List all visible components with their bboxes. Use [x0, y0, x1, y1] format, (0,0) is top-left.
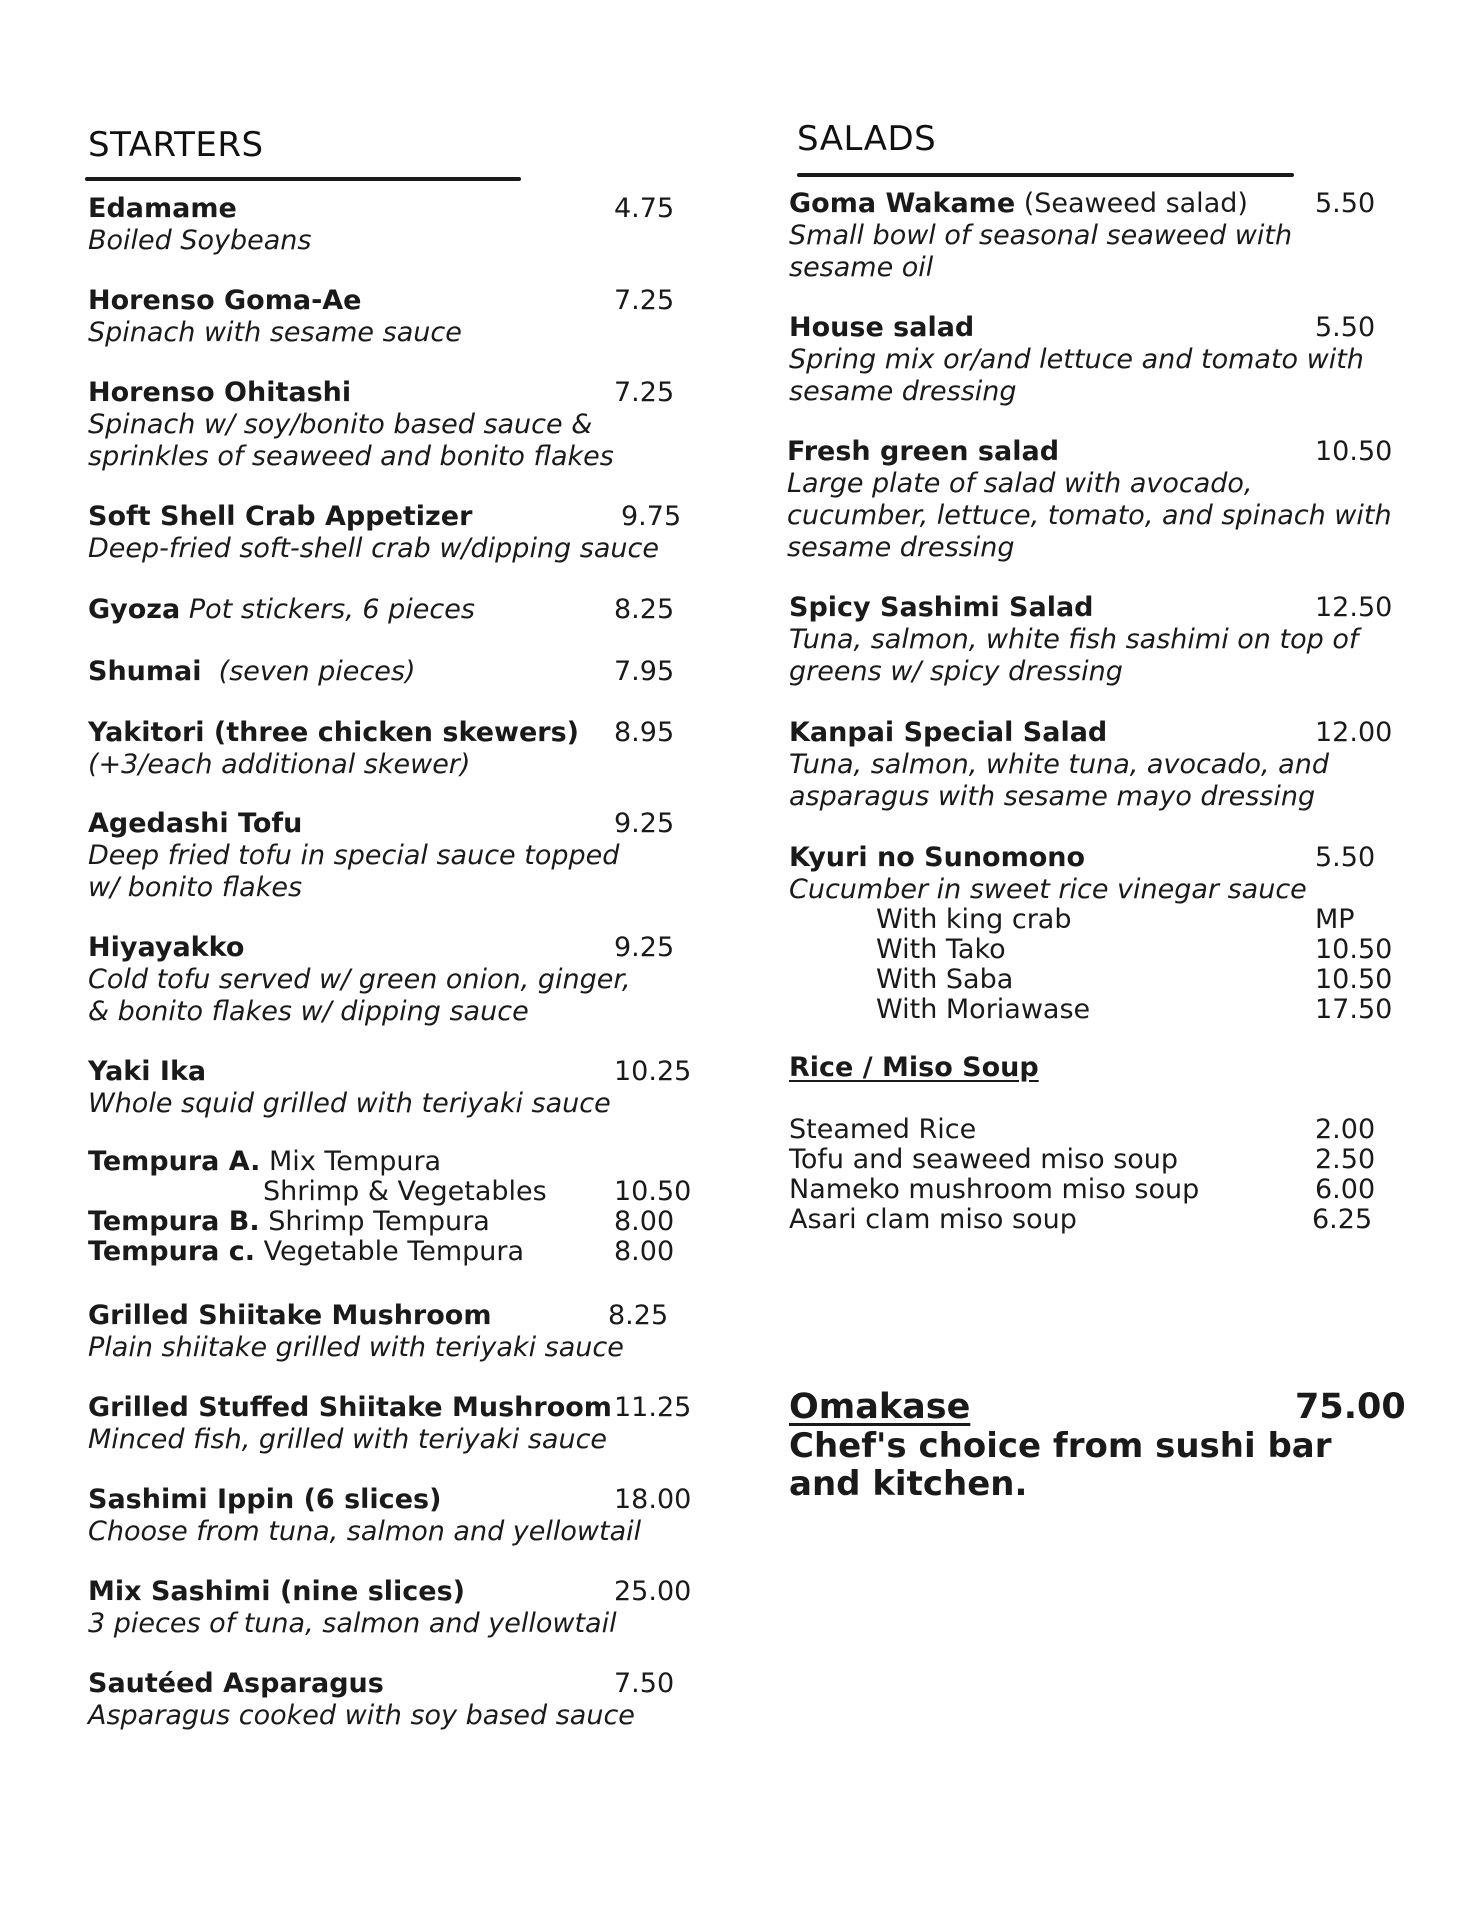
- option-label: With king crab: [876, 904, 1072, 935]
- menu-item-soft-shell-crab: [88, 501, 728, 565]
- item-price: 12.50: [1315, 592, 1393, 623]
- item-description: Choose from tuna, salmon and yellowtail: [88, 1516, 642, 1547]
- list-item: [789, 1204, 1373, 1235]
- item-note: Shrimp Tempura: [268, 1206, 490, 1237]
- item-description: Plain shiitake grilled with teriyaki sauce: [88, 1332, 624, 1363]
- menu-item-yaki-ika: [88, 1056, 692, 1120]
- menu-item-gyoza: [88, 594, 688, 626]
- option-price: 10.50: [1315, 934, 1393, 965]
- item-price: 11.25: [614, 1392, 692, 1423]
- item-description: (+3/each additional skewer): [88, 749, 471, 780]
- item-price: 8.00: [614, 1206, 675, 1237]
- item-price: 12.00: [1315, 717, 1393, 748]
- item-description: greens w/ spicy dressing: [789, 656, 1123, 687]
- item-price: 9.75: [621, 501, 682, 532]
- item-note: (Seaweed salad): [1023, 188, 1248, 219]
- menu-item-grilled-stuffed-shiitake: [88, 1392, 692, 1456]
- list-item: [789, 1144, 1376, 1175]
- item-description: Deep fried tofu in special sauce topped: [88, 840, 620, 871]
- sunomono-options: [876, 905, 1396, 1025]
- item-price: 6.00: [1315, 1174, 1376, 1205]
- list-item: [789, 1174, 1376, 1205]
- item-price: 5.50: [1315, 188, 1376, 219]
- item-name: Tempura A.: [88, 1146, 261, 1177]
- item-description: & bonito flakes w/ dipping sauce: [88, 996, 529, 1027]
- starters-title: STARTERS: [88, 125, 264, 165]
- item-description: sesame dressing: [789, 376, 1017, 407]
- menu-item-sauteed-asparagus: [88, 1668, 688, 1732]
- menu-item-house-salad: [789, 312, 1429, 408]
- item-description: Large plate of salad with avocado,: [787, 468, 1253, 499]
- item-price: 8.95: [614, 717, 675, 748]
- omakase-price: 75.00: [1295, 1387, 1406, 1427]
- item-price: 5.50: [1315, 312, 1376, 343]
- item-name: Goma Wakame: [789, 188, 1016, 219]
- item-price: 10.50: [1315, 436, 1393, 467]
- menu-item-mix-sashimi: [88, 1576, 692, 1640]
- item-description: Tuna, salmon, white fish sashimi on top of: [789, 624, 1359, 655]
- menu-item-kyuri-no-sunomono: [789, 842, 1429, 906]
- menu-item-sashimi-ippin: [88, 1484, 692, 1548]
- item-price: 7.25: [614, 377, 675, 408]
- item-name: Horenso Goma-Ae: [88, 285, 362, 316]
- rice-miso-list: [789, 1114, 1376, 1235]
- option-price: 10.50: [1315, 964, 1393, 995]
- item-description: Small bowl of seasonal seaweed with: [789, 220, 1293, 251]
- item-name: Mix Sashimi (nine slices): [88, 1576, 465, 1607]
- option-label: With Moriawase: [876, 994, 1091, 1025]
- item-name: Soft Shell Crab Appetizer: [88, 501, 473, 532]
- item-description: asparagus with sesame mayo dressing: [789, 781, 1316, 812]
- item-name: Tempura B.: [88, 1206, 260, 1237]
- item-price: 9.25: [614, 932, 675, 963]
- item-description: Spinach with sesame sauce: [88, 317, 462, 348]
- item-price: 8.25: [614, 594, 675, 625]
- item-description: Deep-fried soft-shell crab w/dipping sauce: [88, 533, 659, 564]
- item-name: Horenso Ohitashi: [88, 377, 352, 408]
- item-note: (seven pieces): [218, 656, 416, 687]
- item-description: Cold tofu served w/ green onion, ginger,: [88, 964, 631, 995]
- item-note: Pot stickers, 6 pieces: [188, 594, 475, 625]
- item-price: 18.00: [614, 1484, 692, 1515]
- item-price: 6.25: [1312, 1204, 1373, 1235]
- option-label: With Tako: [876, 934, 1006, 965]
- item-price: 2.00: [1315, 1114, 1376, 1145]
- item-name: Shumai: [88, 656, 202, 687]
- menu-item-horenso-goma-ae: [88, 285, 688, 349]
- item-note: Vegetable Tempura: [263, 1236, 525, 1267]
- item-description: 3 pieces of tuna, salmon and yellowtail: [88, 1608, 617, 1639]
- menu-item-agedashi-tofu: [88, 808, 688, 904]
- menu-item-yakitori: [88, 717, 688, 781]
- list-item: [789, 1114, 1376, 1145]
- omakase-block: [789, 1387, 1409, 1503]
- menu-item-spicy-sashimi-salad: [789, 592, 1429, 688]
- item-name: Steamed Rice: [789, 1114, 977, 1145]
- item-name: Yakitori (three chicken skewers): [88, 717, 579, 748]
- menu-item-fresh-green-salad: [787, 436, 1437, 564]
- item-name: Yaki Ika: [88, 1056, 207, 1087]
- item-name: Edamame: [88, 193, 237, 224]
- item-description: sesame oil: [789, 252, 934, 283]
- menu-item-horenso-ohitashi: [88, 377, 688, 473]
- menu-item-shumai: [88, 656, 688, 688]
- item-price: 7.25: [614, 285, 675, 316]
- menu-item-hiyayakko: [88, 932, 688, 1028]
- item-name: Agedashi Tofu: [88, 808, 303, 839]
- option-row: [876, 905, 1396, 935]
- option-row: [876, 995, 1396, 1025]
- item-price: 7.50: [614, 1668, 675, 1699]
- item-price: 8.25: [608, 1300, 669, 1331]
- menu-item-grilled-shiitake: [88, 1300, 688, 1364]
- item-description: Spinach w/ soy/bonito based sauce &: [88, 409, 593, 440]
- option-row: [876, 935, 1396, 965]
- item-price: 4.75: [614, 193, 675, 224]
- item-name: House salad: [789, 312, 975, 343]
- item-price: 8.00: [614, 1236, 675, 1267]
- rice-miso-title: Rice / Miso Soup: [789, 1052, 1039, 1083]
- item-name: Hiyayakko: [88, 932, 245, 963]
- menu-item-goma-wakame: [789, 188, 1429, 284]
- salads-divider: [797, 173, 1294, 177]
- item-price: 9.25: [614, 808, 675, 839]
- item-name: Grilled Shiitake Mushroom: [88, 1300, 492, 1331]
- starters-divider: [85, 177, 521, 181]
- item-price: 5.50: [1315, 842, 1376, 873]
- item-price: 25.00: [614, 1576, 692, 1607]
- item-description: Whole squid grilled with teriyaki sauce: [88, 1088, 611, 1119]
- salads-title: SALADS: [797, 119, 937, 159]
- item-name: Sashimi Ippin (6 slices): [88, 1484, 442, 1515]
- item-name: Tempura c.: [88, 1236, 256, 1267]
- option-label: With Saba: [876, 964, 1014, 995]
- item-description: Minced fish, grilled with teriyaki sauce: [88, 1424, 608, 1455]
- item-name: Fresh green salad: [787, 436, 1060, 467]
- option-price: MP: [1315, 904, 1355, 935]
- item-description: sprinkles of seaweed and bonito flakes: [88, 441, 614, 472]
- item-description: cucumber, lettuce, tomato, and spinach with: [787, 500, 1392, 531]
- item-description: Asparagus cooked with soy based sauce: [88, 1700, 635, 1731]
- item-description: Tuna, salmon, white tuna, avocado, and: [789, 749, 1329, 780]
- item-price: 2.50: [1315, 1144, 1376, 1175]
- item-price: 7.95: [614, 656, 675, 687]
- item-price: 10.25: [614, 1056, 692, 1087]
- item-name: Kanpai Special Salad: [789, 717, 1108, 748]
- item-name: Sautéed Asparagus: [88, 1668, 384, 1699]
- menu-item-kanpai-special-salad: [789, 717, 1429, 813]
- item-name: Spicy Sashimi Salad: [789, 592, 1094, 623]
- item-name: Gyoza: [88, 594, 181, 625]
- option-row: [876, 965, 1396, 995]
- omakase-description: Chef's choice from sushi bar and kitchen.: [789, 1426, 1332, 1504]
- item-note: Mix Tempura: [269, 1146, 442, 1177]
- menu-item-edamame: [88, 193, 688, 257]
- item-description: Cucumber in sweet rice vinegar sauce: [789, 874, 1307, 905]
- item-description: sesame dressing: [787, 532, 1015, 563]
- item-name: Asari clam miso soup: [789, 1204, 1077, 1235]
- item-name: Grilled Stuffed Shiitake Mushroom: [88, 1392, 612, 1423]
- item-description: Boiled Soybeans: [88, 225, 312, 256]
- item-name: Nameko mushroom miso soup: [789, 1174, 1200, 1205]
- item-note: Shrimp & Vegetables: [263, 1176, 547, 1207]
- menu-item-tempura: [88, 1146, 692, 1267]
- option-price: 17.50: [1315, 994, 1393, 1025]
- item-price: 10.50: [614, 1176, 692, 1207]
- item-description: w/ bonito flakes: [88, 872, 303, 903]
- item-description: Spring mix or/and lettuce and tomato with: [789, 344, 1364, 375]
- item-name: Kyuri no Sunomono: [789, 842, 1086, 873]
- omakase-title: Omakase: [789, 1387, 971, 1427]
- item-name: Tofu and seaweed miso soup: [789, 1144, 1179, 1175]
